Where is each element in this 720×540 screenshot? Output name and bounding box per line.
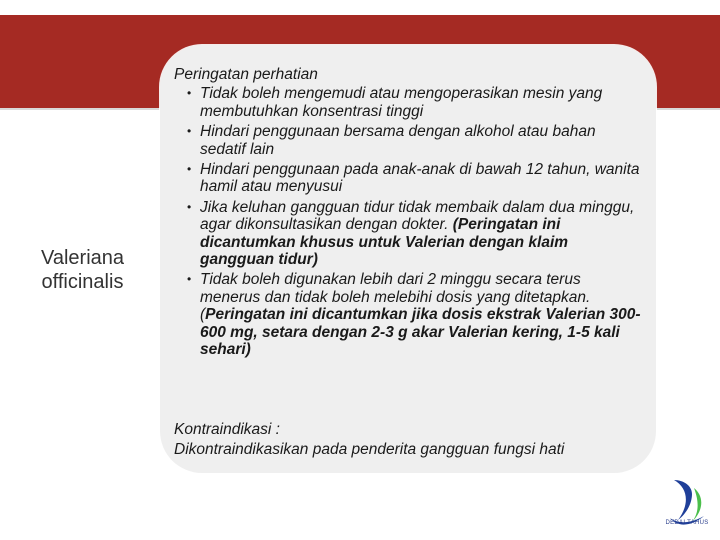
warning-item-bold-note: (Peringatan ini dicantumkan khusus untuk Valerian dengan klaim gangguan tidur) <box>200 216 569 269</box>
warning-item-text: Jika keluhan gangguan tidur tidak membaik dalam dua minggu, agar dikonsultasikan dengan dokter. <box>200 198 635 234</box>
bullet-icon: • <box>187 162 192 177</box>
warning-item-text: Tidak boleh mengemudi atau mengoperasikan mesin yang membutuhkan konsentrasi tinggi <box>200 85 603 120</box>
logo-caption: DEDAI TAHUS <box>665 520 709 526</box>
bullet-icon: • <box>187 272 192 287</box>
warning-list <box>174 85 644 358</box>
warning-item <box>174 271 644 358</box>
warning-item-text: Tidak boleh digunakan lebih dari 2 minggu secara terus menerus dan tidak boleh melebihi dosis yang ditetapkan. ( <box>200 271 591 324</box>
bullet-icon: • <box>187 86 192 101</box>
warning-item <box>174 161 644 196</box>
warning-item-text: Hindari penggunaan bersama dengan alkohol atau bahan sedatif lain <box>200 123 596 158</box>
warning-item-text: Hindari penggunaan pada anak-anak di bawah 12 tahun, wanita hamil atau menyusui <box>200 161 640 196</box>
warning-heading: Peringatan perhatian <box>174 66 318 83</box>
bullet-icon: • <box>187 124 192 139</box>
warning-item <box>174 199 644 269</box>
warning-item <box>174 85 644 120</box>
contraindication-section <box>174 420 654 460</box>
contraindication-text: Dikontraindikasikan pada penderita gangguan fungsi hati <box>174 441 565 458</box>
bullet-icon: • <box>187 199 192 214</box>
top-white-band <box>0 0 720 15</box>
warning-item-bold-note: Peringatan ini dicantumkan jika dosis ekstrak Valerian 300-600 mg, setara dengan 2-3 g akar Valerian kering, 1-5 kali sehari) <box>200 306 641 359</box>
warning-section <box>174 66 644 362</box>
plant-name-line-1: Valeriana <box>40 247 125 269</box>
warning-item <box>174 123 644 158</box>
plant-name-line-2: officinalis <box>41 271 124 293</box>
plant-name-title <box>20 246 145 294</box>
contraindication-heading: Kontraindikasi : <box>174 421 280 438</box>
